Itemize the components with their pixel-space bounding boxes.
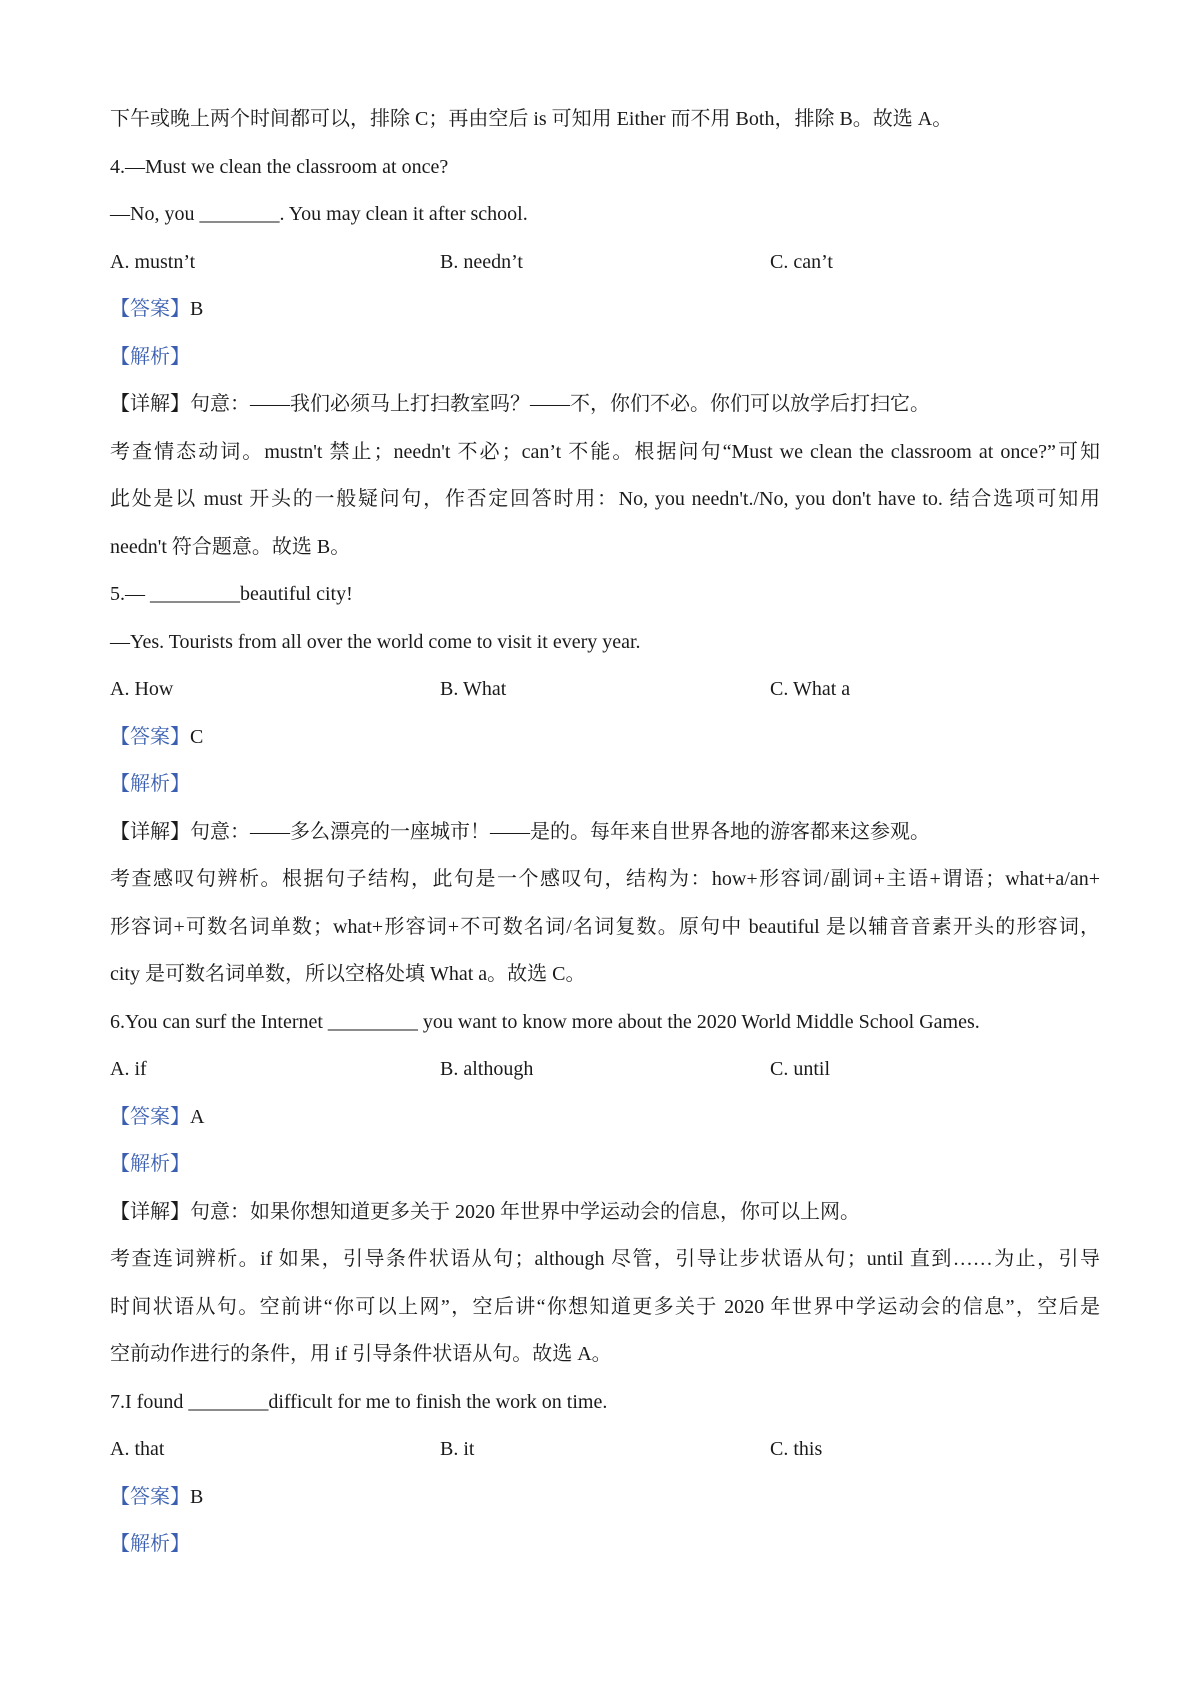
detail-line: [110, 1189, 1100, 1237]
answer-line: [110, 714, 1100, 762]
analysis-line: [110, 1521, 1100, 1569]
detail-text: 句意：——多么漂亮的一座城市！——是的。每年来自世界各地的游客都来这参观。: [190, 820, 930, 843]
answer-value: B: [190, 298, 204, 320]
explanation-line: 考查连词辨析。if 如果，引导条件状语从句；although 尽管，引导让步状语从句；until 直到……为止，引导: [110, 1248, 1100, 1270]
analysis-tag: 【解析】: [110, 1533, 190, 1555]
option-a: A. mustn’t: [110, 250, 196, 273]
answer-tag: 【答案】: [110, 1105, 190, 1128]
option-c: C. What a: [770, 678, 851, 700]
detail-tag: 【详解】: [110, 1200, 190, 1223]
answer-value: A: [190, 1105, 205, 1128]
question-4-reply: —No, you ________. You may clean it after school.: [110, 203, 528, 225]
answer-line: [110, 1474, 1100, 1522]
detail-text: 句意：——我们必须马上打扫教室吗？——不，你们不必。你们可以放学后打扫它。: [190, 393, 930, 415]
detail-line: [110, 381, 1100, 429]
answer-value: B: [190, 1485, 204, 1508]
explanation-line: city 是可数名词单数，所以空格处填 What a。故选 C。: [110, 963, 586, 985]
explanation-line: 此处是以 must 开头的一般疑问句，作否定回答时用：No, you needn't./No, you don't have to. 结合选项可知用: [110, 488, 1100, 510]
question-7-stem: 7.I found ________difficult for me to finish the work on time.: [110, 1390, 608, 1413]
detail-tag: 【详解】: [110, 820, 190, 843]
answer-line: [110, 1094, 1100, 1142]
answer-tag: 【答案】: [110, 1485, 190, 1508]
answer-line: [110, 286, 1100, 334]
question-5-reply: —Yes. Tourists from all over the world come to visit it every year.: [110, 630, 641, 653]
explanation-line: 形容词+可数名词单数；what+形容词+不可数名词/名词复数。原句中 beautiful 是以辅音音素开头的形容词，: [110, 915, 1100, 938]
analysis-line: [110, 1141, 1100, 1189]
explanation-line: needn't 符合题意。故选 B。: [110, 535, 351, 558]
question-6-stem: 6.You can surf the Internet _________ you want to know more about the 2020 World Middle School Games.: [110, 1010, 980, 1033]
option-b: B. What: [440, 678, 507, 700]
question-5-options: [110, 666, 1100, 714]
detail-tag: 【详解】: [110, 393, 190, 415]
document-page: [110, 96, 1100, 1569]
detail-line: [110, 809, 1100, 857]
analysis-tag: 【解析】: [110, 773, 190, 795]
option-b: B. needn’t: [440, 250, 523, 273]
question-4-stem: 4.—Must we clean the classroom at once?: [110, 155, 449, 178]
option-a: A. if: [110, 1058, 147, 1080]
option-b: B. it: [440, 1438, 475, 1460]
text-line: 下午或晚上两个时间都可以，排除 C；再由空后 is 可知用 Either 而不用 Both，排除 B。故选 A。: [110, 108, 953, 130]
question-6-options: [110, 1046, 1100, 1094]
question-5-stem: 5.— _________beautiful city!: [110, 583, 353, 605]
option-b: B. although: [440, 1058, 534, 1080]
explanation-line: 考查情态动词。mustn't 禁止；needn't 不必；can’t 不能。根据问句“Must we clean the classroom at once?”可知: [110, 440, 1100, 463]
analysis-line: [110, 761, 1100, 809]
question-4-options: [110, 239, 1100, 287]
analysis-tag: 【解析】: [110, 1153, 190, 1175]
analysis-line: [110, 334, 1100, 382]
option-c: C. can’t: [770, 250, 833, 273]
question-7-options: [110, 1426, 1100, 1474]
detail-text: 句意：如果你想知道更多关于 2020 年世界中学运动会的信息，你可以上网。: [190, 1200, 860, 1223]
option-c: C. this: [770, 1438, 823, 1460]
answer-tag: 【答案】: [110, 725, 190, 748]
answer-value: C: [190, 725, 204, 748]
explanation-line: 考查感叹句辨析。根据句子结构，此句是一个感叹句，结构为：how+形容词/副词+主语+谓语；what+a/an+: [110, 868, 1100, 890]
analysis-tag: 【解析】: [110, 345, 190, 368]
option-a: A. that: [110, 1438, 165, 1460]
answer-tag: 【答案】: [110, 298, 190, 320]
option-a: A. How: [110, 678, 174, 700]
option-c: C. until: [770, 1058, 831, 1080]
explanation-line: 空前动作进行的条件，用 if 引导条件状语从句。故选 A。: [110, 1343, 612, 1365]
explanation-line: 时间状语从句。空前讲“你可以上网”，空后讲“你想知道更多关于 2020 年世界中学运动会的信息”，空后是: [110, 1295, 1100, 1318]
